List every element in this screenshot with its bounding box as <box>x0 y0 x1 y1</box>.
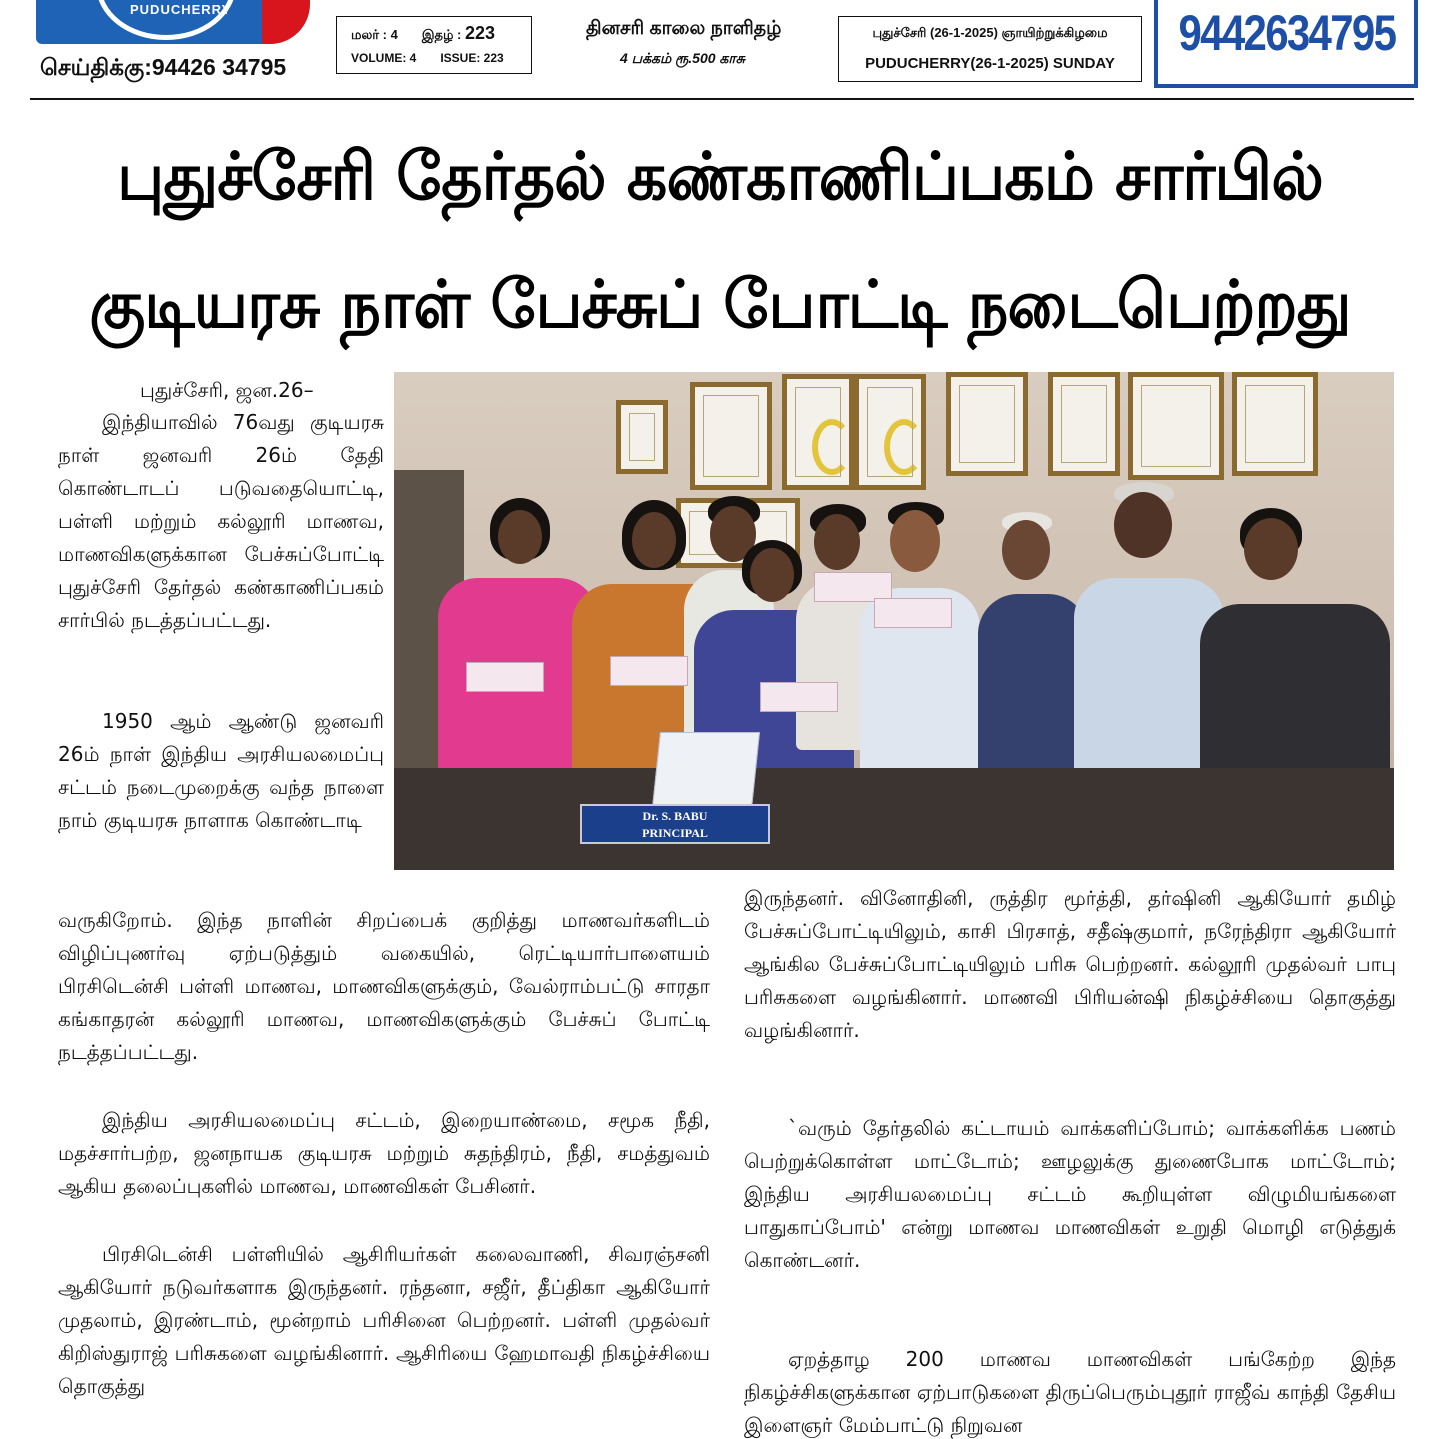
volume-label: VOLUME: 4 <box>351 51 417 65</box>
certificate-frame <box>690 382 772 490</box>
cheque <box>610 656 688 686</box>
nameplate-title: PRINCIPAL <box>642 826 708 840</box>
masthead-divider <box>30 98 1414 100</box>
ithazh-label: இதழ் : <box>421 27 462 42</box>
event-photo <box>394 372 1394 870</box>
tissue-box <box>652 732 760 808</box>
dateline: புதுச்சேரி, ஜன.26– <box>140 378 314 402</box>
phone-number: 9442634795 <box>1178 5 1396 61</box>
certificate-frame <box>1128 372 1224 480</box>
logo-text: PUDUCHERRY <box>130 2 232 17</box>
news-contact: செய்திக்கு:94426 34795 <box>40 54 287 80</box>
date-tamil: புதுச்சேரி (26-1-2025) ஞாயிற்றுக்கிழமை <box>872 25 1108 40</box>
article-paragraph-1: இந்தியாவில் 76வது குடியரசு நாள் ஜனவரி 26ம் தேதி கொண்டாடப் படுவதையொட்டி, பள்ளி மற்றும் கல்லூரி மாணவ, மாணவிகளுக்கான பேச்சுப்போட்டி புதுச்சேரி தேர்தல் கண்காணிப்பகம் சார்பில் நடத்தப்பட்டது. <box>58 410 384 632</box>
headline-line-1: புதுச்சேரி தேர்தல் கண்காணிப்பகம் சார்பில் <box>117 138 1323 215</box>
ithazh-number: 223 <box>464 23 496 43</box>
article-paragraph-7: ஏறத்தாழ 200 மாணவ மாணவிகள் பங்கேற்ற இந்த நிகழ்ச்சிகளுக்கான ஏற்பாடுகளை திருப்பெரும்புதூர் ராஜீவ் காந்தி தேசிய இளைஞர் மேம்பாட்டு நிறுவன <box>744 1347 1396 1437</box>
daily-subtitle: 4 பக்கம் ரூ.500 காசு <box>620 50 745 66</box>
date-english: PUDUCHERRY(26-1-2025) SUNDAY <box>865 55 1115 72</box>
article-paragraph-2a: 1950 ஆம் ஆண்டு ஜனவரி 26ம் நாள் இந்திய அரசியலமைப்பு சட்டம் நடைமுறைக்கு வந்த நாளை நாம் குடியரசு நாளாக கொண்டாடி <box>58 709 384 832</box>
issue-english-row <box>351 51 504 65</box>
logo-swoosh-shape <box>262 0 310 44</box>
nameplate <box>580 804 770 844</box>
certificate-frame <box>782 374 854 490</box>
cheque <box>466 662 544 692</box>
headline-line-2: குடியரசு நாள் பேச்சுப் போட்டி நடைபெற்றது <box>89 266 1351 343</box>
article-paragraph-2b: வருகிறோம். இந்த நாளின் சிறப்பைக் குறித்து மாணவர்களிடம் விழிப்புணர்வு ஏற்படுத்தும் வகையில், ரெட்டியார்பாளையம் பிரசிடென்சி பள்ளி மாணவ, மாணவிகளுக்கும், வேல்ராம்பட்டு சாரதா கங்காதரன் கல்லூரி மாணவ, மாணவிகளுக்கும் பேச்சுப் போட்டி நடத்தப்பட்டது. <box>58 908 710 1064</box>
issue-tamil-row <box>351 23 495 44</box>
date-box <box>838 16 1142 82</box>
malar-label: மலர் : 4 <box>351 27 398 42</box>
article-paragraph-4: பிரசிடென்சி பள்ளியில் ஆசிரியர்கள் கலைவாணி, சிவரஞ்சனி ஆகியோர் நடுவர்களாக இருந்தனர். ரந்தனா, சஜீர், தீப்திகா ஆகியோர் முதலாம், இரண்டாம், மூன்றாம் பரிசினை பெற்றனர். பள்ளி முதல்வர் கிறிஸ்துராஜ் பரிசுகளை வழங்கினார். ஆசிரியை ஹேமாவதி நிகழ்ச்சியை தொகுத்து <box>58 1242 710 1398</box>
daily-title: தினசரி காலை நாளிதழ் <box>586 18 782 39</box>
article-paragraph-6: `வரும் தேர்தலில் கட்டாயம் வாக்களிப்போம்; வாக்களிக்க பணம் பெற்றுக்கொள்ள மாட்டோம்; ஊழலுக்கு துணைபோக மாட்டோம்; இந்திய அரசியலமைப்பு சட்டம் கூறியுள்ள விழுமியங்களை பாதுகாப்போம்' என்று மாணவ மாணவிகள் உறுதி மொழி எடுத்துக் கொண்டனர். <box>744 1116 1396 1272</box>
desk <box>394 768 1394 870</box>
issue-box <box>336 16 532 74</box>
certificate-frame <box>1232 372 1318 476</box>
issue-label: ISSUE: 223 <box>440 51 504 65</box>
nameplate-name: Dr. S. BABU <box>642 809 708 823</box>
cheque <box>874 598 952 628</box>
masthead-logo <box>36 0 276 44</box>
certificate-frame <box>946 372 1028 476</box>
certificate-frame <box>854 374 926 490</box>
certificate-frame <box>1048 372 1120 476</box>
phone-box <box>1154 0 1418 88</box>
certificate-frame <box>616 400 668 474</box>
article-paragraph-5: இருந்தனர். வினோதினி, ருத்திர மூர்த்தி, தர்ஷினி ஆகியோர் தமிழ் பேச்சுப்போட்டியிலும், காசி பிரசாத், சதீஷ்குமார், நரேந்திரா ஆகியோர் ஆங்கில பேச்சுப்போட்டியிலும் பரிசு பெற்றனர். கல்லூரி முதல்வர் பாபு பரிசுகளை வழங்கினார். மாணவி பிரியன்ஷி நிகழ்ச்சியை தொகுத்து வழங்கினார். <box>744 886 1396 1042</box>
cheque <box>760 682 838 712</box>
article-paragraph-3: இந்திய அரசியலமைப்பு சட்டம், இறையாண்மை, சமூக நீதி, மதச்சார்பற்ற, ஜனநாயக குடியரசு மற்றும் சுதந்திரம், நீதி, சமத்துவம் ஆகிய தலைப்புகளில் மாணவ, மாணவிகள் பேசினர். <box>58 1108 710 1198</box>
